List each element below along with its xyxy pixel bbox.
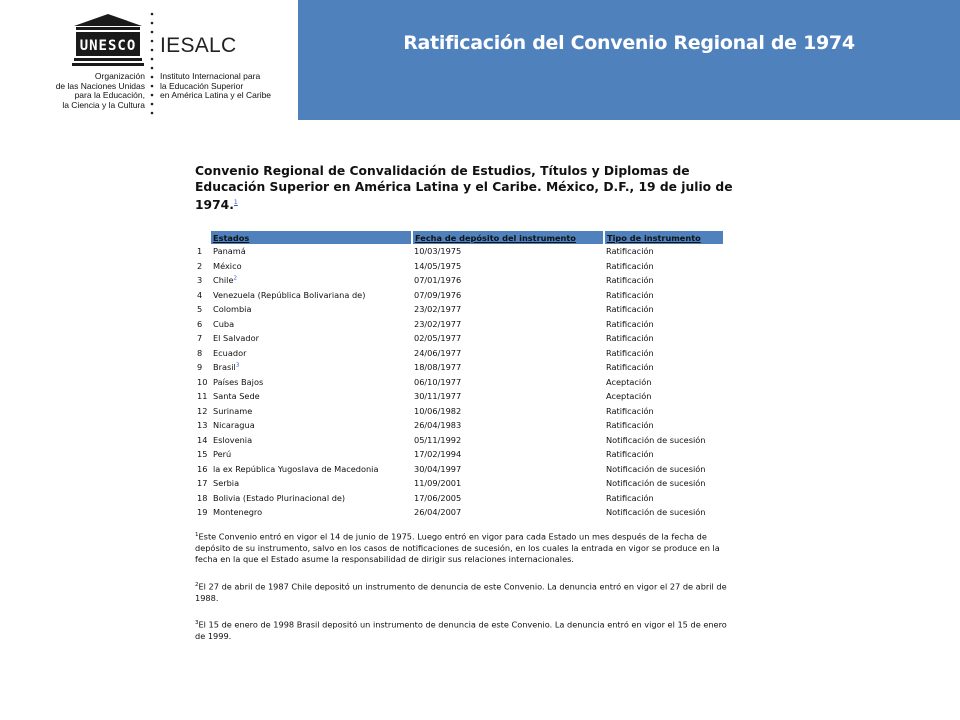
row-state: Suriname xyxy=(213,405,253,416)
row-state: Santa Sede xyxy=(213,391,260,402)
row-state: Montenegro xyxy=(213,507,263,518)
row-state: Nicaragua xyxy=(213,420,255,431)
row-state: Cuba xyxy=(213,318,235,329)
table-row xyxy=(195,476,724,491)
row-date: 07/01/1976 xyxy=(414,275,462,286)
row-state: Colombia xyxy=(213,304,252,315)
row-number: 16 xyxy=(197,463,208,474)
footnote-1: $^1$Este Convenio entró en vigor el 14 de junio de 1975. Luego entró en vigor para cada Estado un mes después de la fecha de depósito de su instrumento, salvo en los casos de notificaciones de sucesión, en los cuales la entrada en vigor se produce en la fecha en la que el Estado asume la responsabilidad de dirigir sus relaciones internacionales. xyxy=(195,531,720,565)
row-state: Bolivia (Estado Plurinacional de) xyxy=(213,492,346,503)
table-header-row xyxy=(195,231,724,244)
table-row xyxy=(195,433,724,448)
table-row xyxy=(195,375,724,390)
table-row xyxy=(195,331,724,346)
footnotes xyxy=(195,530,730,643)
row-state: Países Bajos xyxy=(213,376,264,387)
row-state: Perú xyxy=(213,449,232,460)
row-type: Ratificación xyxy=(606,449,654,460)
row-date: 30/04/1997 xyxy=(414,463,462,474)
ratification-table xyxy=(195,231,725,520)
unesco-org-text: Organización de las Naciones Unidas para la Educación, la Ciencia y la Cultura xyxy=(55,71,145,110)
table-row xyxy=(195,462,724,477)
footnote-2: $^2$El 27 de abril de 1987 Chile depositó un instrumento de denuncia de este Convenio. La denuncia entró en vigor el 27 de abril de 1988. xyxy=(195,581,727,603)
row-number: 12 xyxy=(197,405,208,416)
table-row xyxy=(195,259,724,274)
row-number: 13 xyxy=(197,420,208,431)
svg-text:UNESCO: UNESCO xyxy=(79,38,137,54)
row-date: 10/06/1982 xyxy=(414,405,462,416)
row-date: 24/06/1977 xyxy=(414,347,462,358)
document-heading: Convenio Regional de Convalidación de Estudios, Títulos y Diplomas de Educación Superior en América Latina y el Caribe. México, D.F., 19 de julio de 1974.$^1$ xyxy=(195,164,733,213)
row-type: Ratificación xyxy=(606,347,654,358)
row-date: 11/09/2001 xyxy=(414,478,462,489)
unesco-logo-icon xyxy=(70,12,146,70)
row-state: México xyxy=(213,260,242,271)
row-date: 06/10/1977 xyxy=(414,376,462,387)
row-number: 5 xyxy=(197,304,203,315)
iesalc-logo-text: IESALC xyxy=(160,34,237,57)
table-body xyxy=(195,244,724,520)
row-number: 10 xyxy=(197,376,208,387)
row-number: 7 xyxy=(197,333,203,344)
row-state: Serbia xyxy=(213,478,240,489)
row-state: la ex República Yugoslava de Macedonia xyxy=(213,463,379,474)
row-type: Notificación de sucesión xyxy=(606,478,706,489)
row-date: 30/11/1977 xyxy=(414,391,462,402)
row-number: 9 xyxy=(197,362,203,373)
row-state: El Salvador xyxy=(213,333,259,344)
column-header-fecha: Fecha de depósito del instrumento xyxy=(412,231,604,244)
row-date: 10/03/1975 xyxy=(414,246,462,257)
row-date: 23/02/1977 xyxy=(414,304,462,315)
row-type: Ratificación xyxy=(606,492,654,503)
table-row xyxy=(195,302,724,317)
row-type: Notificación de sucesión xyxy=(606,507,706,518)
table-row xyxy=(195,346,724,361)
row-type: Aceptación xyxy=(606,376,652,387)
table-row xyxy=(195,288,724,303)
row-footnote-ref[interactable]: 3 xyxy=(235,362,240,369)
row-number: 14 xyxy=(197,434,208,445)
row-number: 8 xyxy=(197,347,203,358)
row-state: Eslovenia xyxy=(213,434,253,445)
row-type: Ratificación xyxy=(606,362,654,373)
column-header-tipo: Tipo de instrumento xyxy=(604,231,724,244)
row-date: 05/11/1992 xyxy=(414,434,462,445)
row-number: 4 xyxy=(197,289,203,300)
table-row xyxy=(195,447,724,462)
row-date: 26/04/2007 xyxy=(414,507,462,518)
table-row xyxy=(195,418,724,433)
table-row xyxy=(195,491,724,506)
row-type: Ratificación xyxy=(606,333,654,344)
table-row xyxy=(195,273,724,288)
row-state: Chile$^2$ xyxy=(213,275,237,286)
row-state: Ecuador xyxy=(213,347,247,358)
table-row xyxy=(195,505,724,520)
row-date: 17/02/1994 xyxy=(414,449,462,460)
footnote-3: $^3$El 15 de enero de 1998 Brasil depositó un instrumento de denuncia de este Convenio. La denuncia entró en vigor el 15 de enero de 1999. xyxy=(195,619,727,642)
table-row xyxy=(195,244,724,259)
iesalc-institute-text: Instituto Internacional para la Educación Superior en América Latina y el Caribe xyxy=(160,71,272,101)
row-type: Notificación de sucesión xyxy=(606,463,706,474)
row-type: Ratificación xyxy=(606,260,654,271)
title-bar xyxy=(298,0,960,120)
row-number: 2 xyxy=(197,260,203,271)
row-type: Notificación de sucesión xyxy=(606,434,706,445)
row-number: 15 xyxy=(197,449,208,460)
row-date: 23/02/1977 xyxy=(414,318,462,329)
row-date: 18/08/1977 xyxy=(414,362,462,373)
row-type: Ratificación xyxy=(606,275,654,286)
row-number: 17 xyxy=(197,478,208,489)
row-type: Ratificación xyxy=(606,420,654,431)
row-number: 1 xyxy=(197,246,203,257)
row-number: 3 xyxy=(197,275,203,286)
row-number: 19 xyxy=(197,507,208,518)
row-type: Ratificación xyxy=(606,304,654,315)
row-footnote-ref[interactable]: 2 xyxy=(233,275,237,282)
row-date: 26/04/1983 xyxy=(414,420,462,431)
header-logo-area xyxy=(0,0,298,120)
column-header-number xyxy=(195,231,211,244)
document-image xyxy=(195,163,735,643)
row-type: Ratificación xyxy=(606,289,654,300)
row-number: 11 xyxy=(197,391,208,402)
row-date: 07/09/1976 xyxy=(414,289,462,300)
table-row xyxy=(195,404,724,419)
row-state: Brasil$^3$ xyxy=(213,362,240,373)
row-number: 18 xyxy=(197,492,208,503)
dotted-separator-icon xyxy=(150,10,154,120)
row-number: 6 xyxy=(197,318,203,329)
row-type: Ratificación xyxy=(606,318,654,329)
column-header-estados: Estados xyxy=(211,231,412,244)
table-row xyxy=(195,317,724,332)
table-row xyxy=(195,360,724,375)
heading-footnote-ref[interactable]: 1 xyxy=(233,199,238,206)
row-type: Ratificación xyxy=(606,246,654,257)
page-title: Ratificación del Convenio Regional de 1974 xyxy=(403,32,855,54)
row-state: Panamá xyxy=(213,246,246,257)
row-date: 17/06/2005 xyxy=(414,492,462,503)
row-type: Ratificación xyxy=(606,405,654,416)
row-state: Venezuela (República Bolivariana de) xyxy=(213,289,366,300)
row-date: 02/05/1977 xyxy=(414,333,462,344)
table-row xyxy=(195,389,724,404)
row-type: Aceptación xyxy=(606,391,652,402)
row-date: 14/05/1975 xyxy=(414,260,462,271)
